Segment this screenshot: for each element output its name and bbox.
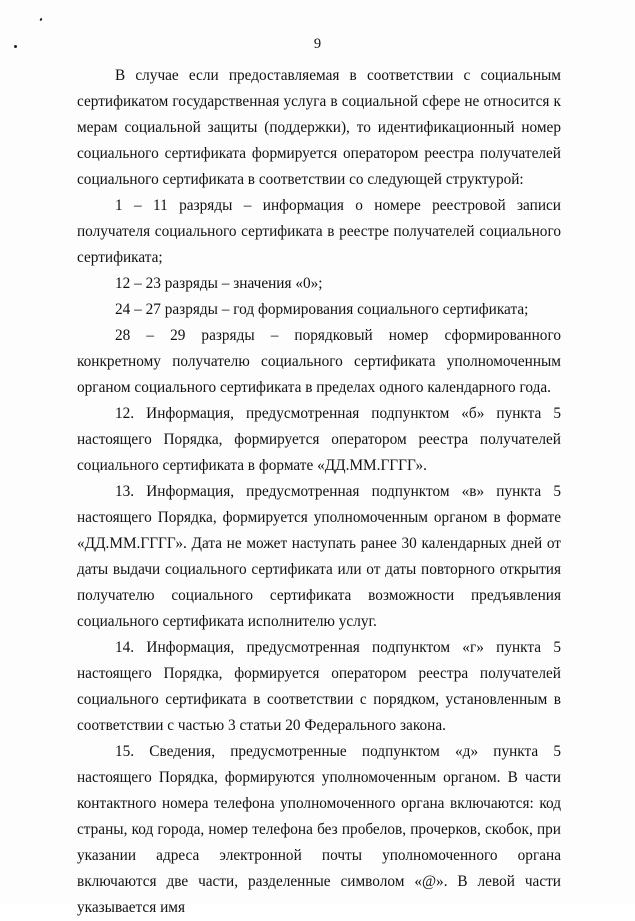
paragraph-item-13: 13. Информация, предусмотренная подпунктом «в» пункта 5 настоящего Порядка, формируется уполномоченным органом в формате «ДД.ММ.ГГГГ». Дата не может наступать ранее 30 календарных дней от даты выдачи социального сертификата или от даты повторного открытия получателю социального сертификата возможности предъявления социального сертификата исполнителю услуг.	[77, 483, 561, 630]
document-body	[77, 63, 561, 921]
paragraph-digits-24-27: 24 – 27 разряды – год формирования социального сертификата;	[115, 301, 529, 318]
page-number: 9	[313, 36, 322, 52]
paragraph-digits-1-11: 1 – 11 разряды – информация о номере реестровой записи получателя социального сертификата в реестре получателей социального сертификата;	[77, 197, 561, 266]
paragraph-item-14: 14. Информация, предусмотренная подпунктом «г» пункта 5 настоящего Порядка, формируется оператором реестра получателей социального сертификата в соответствии с порядком, установленным в соответствии с частью 3 статьи 20 Федерального закона.	[77, 639, 561, 734]
paragraph-digits-12-23: 12 – 23 разряды – значения «0»;	[115, 275, 323, 292]
paragraph-item-15: 15. Сведения, предусмотренные подпунктом «д» пункта 5 настоящего Порядка, формируются уполномоченным органом. В части контактного номера телефона уполномоченного органа включаются: код страны, код города, номер телефона без пробелов, прочерков, скобок, при указании адреса электронной почты уполномоченного органа включаются две части, разделенные символом «@». В левой части указывается имя	[77, 743, 561, 916]
paragraph-item-12: 12. Информация, предусмотренная подпунктом «б» пункта 5 настоящего Порядка, формируется оператором реестра получателей социального сертификата в формате «ДД.ММ.ГГГГ».	[77, 405, 561, 474]
paragraph-structure-intro: В случае если предоставляемая в соответствии с социальным сертификатом государственная услуга в социальной сфере не относится к мерам социальной защиты (поддержки), то идентификационный номер социального сертификата формируется оператором реестра получателей социального сертификата в соответствии со следующей структурой:	[77, 67, 561, 188]
paragraph-digits-28-29: 28 – 29 разряды – порядковый номер сформированного конкретному получателю социального сертификата уполномоченным органом социального сертификата в пределах одного календарного года.	[77, 327, 561, 396]
scan-speck	[39, 18, 42, 22]
